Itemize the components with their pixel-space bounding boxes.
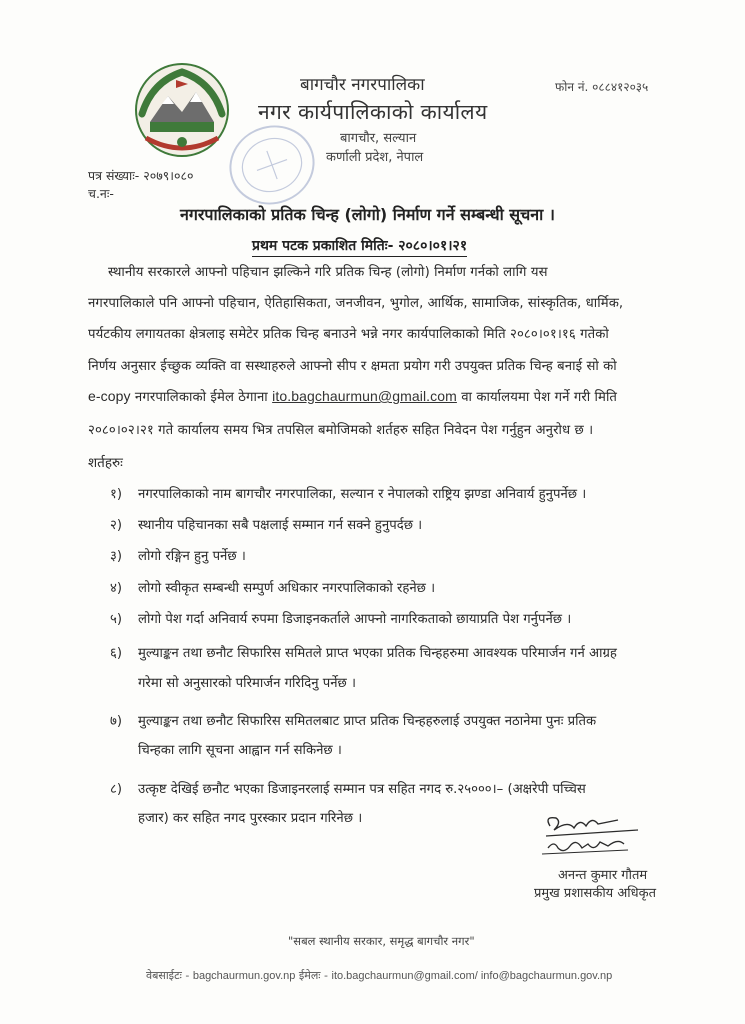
body-line-5 [88, 387, 617, 405]
body-line-5-mid: नगरपालिकाको ईमेल ठेगाना [130, 390, 273, 405]
condition-continuation: हजार) कर सहित नगद पुरस्कार प्रदान गरिनेछ । [138, 811, 363, 826]
website-label: वेबसाईटः - [146, 969, 190, 982]
condition-item [110, 711, 596, 729]
ecopy-text: e-copy [88, 388, 131, 404]
condition-number: ४) [110, 581, 123, 596]
condition-number: ७) [110, 714, 123, 729]
conditions-heading: शर्तहरुः [88, 455, 123, 471]
condition-number: १) [110, 487, 123, 502]
condition-item [110, 578, 435, 596]
condition-number: ८) [110, 782, 123, 797]
condition-item [110, 779, 586, 797]
footer-motto: "सबल स्थानीय सरकार, समृद्ध बागचौर नगर" [288, 934, 475, 948]
body-line-4: निर्णय अनुसार ईच्छुक व्यक्ति वा सस्थाहरुले आफ्नो सीप र क्षमता प्रयोग गरी उपयुक्त प्रतिक चिन्ह बनाई सो को [88, 359, 617, 374]
condition-text: लोगो स्वीकृत सम्बन्धी सम्पुर्ण अधिकार नगरपालिकाको रहनेछ । [138, 581, 436, 596]
signature-icon [528, 808, 648, 868]
signatory-title: प्रमुख प्रशासकीय अधिकृत [534, 886, 657, 901]
website-link[interactable]: bagchaurmun.gov.np [192, 970, 296, 982]
signatory-name: अनन्त कुमार गौतम [558, 868, 648, 883]
body-line-2: नगरपालिकाले पनि आफ्नो पहिचान, ऐतिहासिकता, जनजीवन, भुगोल, आर्थिक, सामाजिक, सांस्कृतिक, धार्मिक, [88, 296, 624, 311]
body-line-1: स्थानीय सरकारले आफ्नो पहिचान झल्किने गरि प्रतिक चिन्ह (लोगो) निर्माण गर्नको लागि यस [108, 265, 548, 280]
address-line-2: कर्णाली प्रदेश, नेपाल [326, 150, 424, 165]
phone-number: फोन नं. ०८८४१२०३५ [555, 80, 649, 94]
condition-text: मुल्याङ्कन तथा छनौट सिफारिस समितलबाट प्राप्त प्रतिक चिन्हहरुलाई उपयुक्त नठानेमा पुनः प्रतिक [138, 714, 597, 729]
condition-text: स्थानीय पहिचानका सबै पक्षलाई सम्मान गर्न सक्ने हुनुपर्दछ । [138, 518, 423, 533]
condition-number: ३) [110, 549, 123, 564]
footer-contact [146, 968, 612, 983]
condition-number: २) [110, 518, 123, 533]
condition-item [110, 609, 571, 627]
address-line-1: बागचौर, सल्यान [340, 131, 417, 146]
condition-text: लोगो पेश गर्दा अनिवार्य रुपमा डिजाइनकर्ताले आफ्नो नागरिकताको छायाप्रति पेश गर्नुपर्नेछ । [138, 612, 572, 627]
condition-item [110, 546, 246, 564]
body-line-5-suffix: वा कार्यालयमा पेश गर्ने गरी मिति [456, 390, 617, 405]
condition-continuation: गरेमा सो अनुसारको परिमार्जन गरिदिनु पर्नेछ । [138, 676, 356, 691]
publish-date: प्रथम पटक प्रकाशित मितिः- २०८०।०१।२१ [252, 236, 467, 257]
condition-text: नगरपालिकाको नाम बागचौर नगरपालिका, सल्यान र नेपालको राष्ट्रिय झण्डा अनिवार्य हुनुपर्नेछ । [138, 487, 587, 502]
condition-text: उत्कृष्ट देखिई छनौट भएका डिजाइनरलाई सम्मान पत्र सहित नगद रु.२५०००।– (अक्षरेपी पच्चिस [138, 782, 586, 797]
condition-number: ६) [110, 646, 123, 661]
condition-text: मुल्याङ्कन तथा छनौट सिफारिस समितले प्राप्त भएका प्रतिक चिन्हहरुमा आवश्यक परिमार्जन गर्न आग्रह [138, 646, 617, 661]
condition-item [110, 643, 617, 661]
reference-number: पत्र संख्याः- २०७९।०८० [88, 168, 194, 183]
condition-item [110, 515, 422, 533]
notice-title: नगरपालिकाको प्रतिक चिन्ह (लोगो) निर्माण गर्ने सम्बन्धी सूचना । [180, 205, 555, 224]
body-line-3: पर्यटकीय लगायतका क्षेत्रलाइ समेटेर प्रतिक चिन्ह बनाउने भन्ने नगर कार्यपालिकाको मिति २०८०।०१।१६ गतेको [88, 327, 609, 342]
office-name: नगर कार्यपालिकाको कार्यालय [258, 100, 488, 124]
condition-item [110, 484, 586, 502]
dispatch-number: च.नः- [88, 186, 114, 201]
org-name: बागचौर नगरपालिका [300, 75, 425, 95]
body-line-6: २०८०।०२।२१ गते कार्यालय समय भित्र तपसिल बमोजिमको शर्तहरु सहित निवेदन पेश गर्नुहुन अनुरोध छ । [88, 423, 594, 438]
footer-emails[interactable]: ito.bagchaurmun@gmail.com/ info@bagchaurmun.gov.np [331, 970, 613, 982]
condition-number: ५) [110, 612, 123, 627]
email-label: ईमेलः - [298, 969, 328, 982]
condition-text: लोगो रङ्गिन हुनु पर्नेछ । [138, 549, 246, 564]
email-link[interactable]: ito.bagchaurmun@gmail.com [272, 388, 457, 404]
condition-continuation: चिन्हका लागि सूचना आह्वान गर्न सकिनेछ । [138, 743, 342, 758]
